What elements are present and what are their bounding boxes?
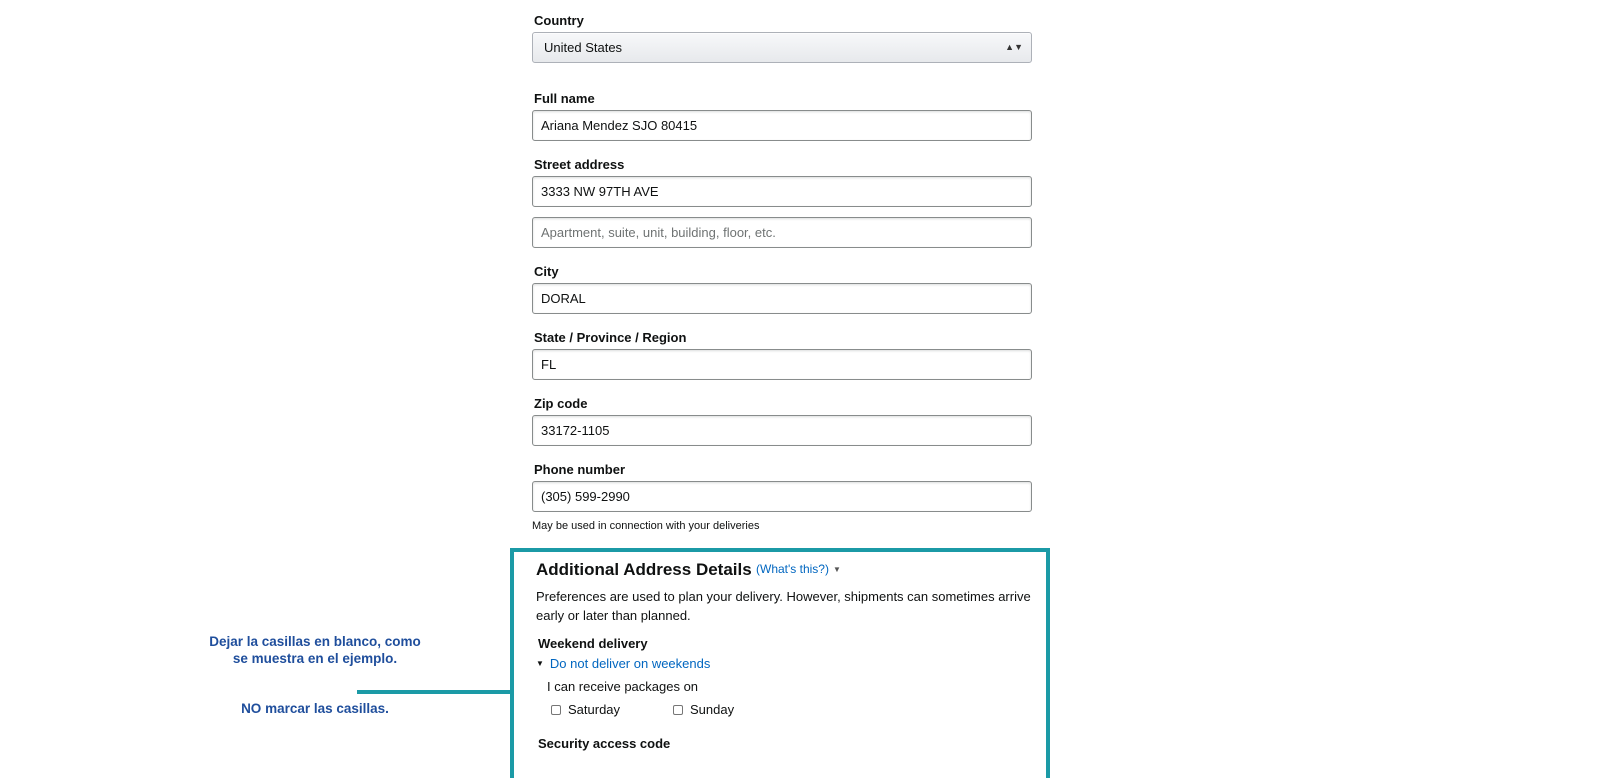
sunday-label: Sunday (690, 702, 735, 717)
saturday-label: Saturday (568, 702, 621, 717)
checkbox-icon (673, 705, 683, 715)
annotation-note: Dejar la casillas en blanco, como se muestra en el ejemplo. (209, 634, 421, 666)
phone-number-input[interactable] (532, 481, 1032, 512)
full-name-label: Full name (534, 91, 595, 106)
street-address-line2-input[interactable] (532, 217, 1032, 248)
country-label: Country (534, 13, 584, 28)
select-arrows-icon: ▲▼ (1005, 42, 1023, 52)
delivery-preferences-description: Preferences are used to plan your delivery. However, shipments can sometimes arrive early or later than planned. (536, 589, 1031, 623)
street-address-label: Street address (534, 157, 625, 172)
saturday-checkbox[interactable] (551, 702, 620, 717)
additional-details-title: Additional Address Details (536, 560, 752, 579)
city-label: City (534, 264, 559, 279)
additional-details-highlight-box (510, 548, 1050, 778)
zip-code-label: Zip code (534, 396, 588, 411)
weekend-delivery-toggle-label: Do not deliver on weekends (549, 656, 711, 671)
full-name-input[interactable] (532, 110, 1032, 141)
weekend-delivery-toggle[interactable] (536, 656, 710, 671)
country-select[interactable] (532, 32, 1032, 63)
state-label: State / Province / Region (534, 330, 687, 345)
sunday-checkbox[interactable] (673, 702, 734, 717)
receive-packages-label: I can receive packages on (547, 679, 699, 694)
whats-this-label: (What's this?) (756, 562, 829, 576)
caret-down-icon: ▼ (832, 565, 841, 574)
weekend-delivery-label: Weekend delivery (538, 636, 648, 651)
state-input[interactable] (532, 349, 1032, 380)
country-select-value: United States (544, 40, 623, 55)
phone-hint: May be used in connection with your deliveries (532, 520, 760, 532)
checkbox-icon (551, 705, 561, 715)
annotation-connector-line (357, 690, 512, 694)
whats-this-link[interactable] (756, 560, 841, 578)
city-input[interactable] (532, 283, 1032, 314)
street-address-line1-input[interactable] (532, 176, 1032, 207)
caret-down-icon: ▼ (536, 659, 544, 668)
annotation-warning: NO marcar las casillas. (241, 701, 389, 716)
zip-code-input[interactable] (532, 415, 1032, 446)
security-access-code-label: Security access code (538, 736, 671, 751)
phone-number-label: Phone number (534, 462, 626, 477)
